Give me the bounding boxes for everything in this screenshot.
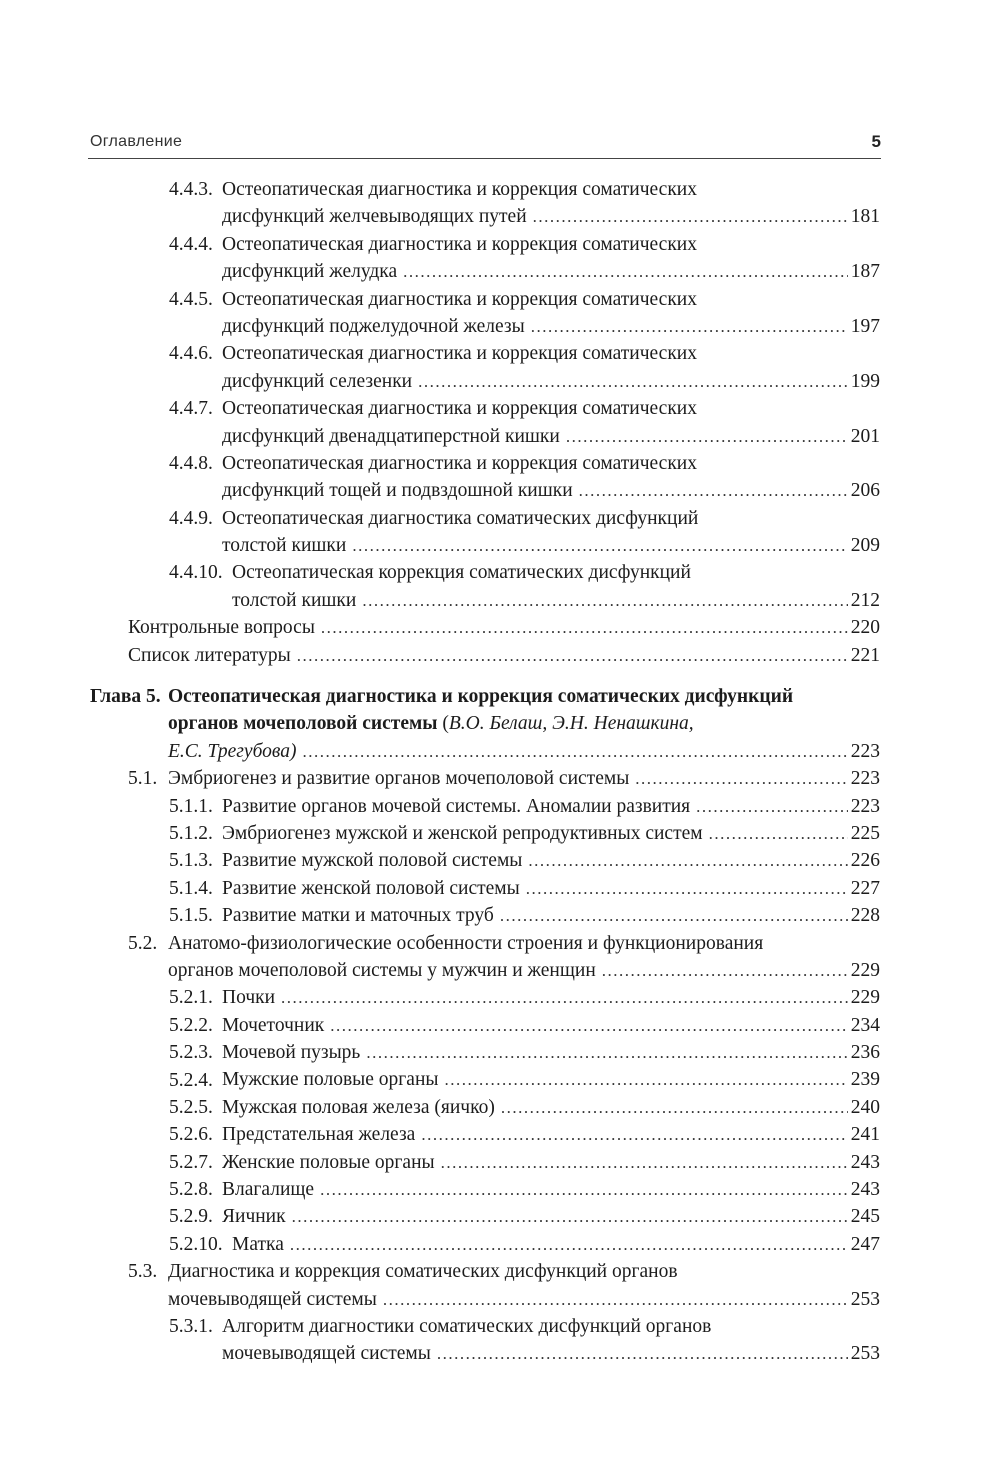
- toc-leader-dots: [352, 532, 847, 559]
- toc-entry-line: [0, 1231, 1000, 1258]
- toc-entry-title: Мужские половые органы: [222, 1069, 439, 1091]
- toc-entry-title: Предстательная железа: [222, 1124, 416, 1146]
- toc-entry-title: Остеопатическая диагностика и коррекция соматических дисфункций: [168, 686, 794, 708]
- toc-entry-line: [0, 1340, 1000, 1367]
- toc-entry-line: [0, 1176, 1000, 1203]
- toc-page-number: 247: [850, 1233, 880, 1255]
- toc-entry-line: [0, 1258, 1000, 1285]
- toc-entry-number: 5.2.4.: [169, 1069, 213, 1091]
- toc-entry-line: [0, 820, 1000, 847]
- toc-entry-line: [0, 984, 1000, 1011]
- toc-entry-line: [0, 477, 1000, 504]
- toc-entry[interactable]: [0, 231, 1000, 286]
- toc-entry-title: Остеопатическая диагностика и коррекция соматических: [222, 452, 697, 474]
- toc-leader-dots: [281, 984, 848, 1011]
- toc-entry-title: Анатомо-физиологические особенности строения и функционирования: [168, 932, 764, 954]
- toc-entry-line: [0, 313, 1000, 340]
- toc-page-number: 223: [850, 768, 880, 790]
- toc-entry-line: [0, 902, 1000, 929]
- toc-entry-title: Эмбриогенез и развитие органов мочеполовой системы: [168, 768, 630, 790]
- toc-entry-title: дисфункций желчевыводящих путей: [222, 206, 527, 228]
- toc-page-number: 221: [850, 644, 880, 666]
- toc-leader-dots: [696, 793, 848, 820]
- toc-entry-line: [0, 176, 1000, 203]
- toc-leader-dots: [526, 875, 848, 902]
- toc-page-number: 240: [850, 1096, 880, 1118]
- page-number: 5: [871, 132, 881, 151]
- toc-entry-number: 4.4.4.: [169, 233, 213, 255]
- toc-entry-line: [0, 1094, 1000, 1121]
- toc-entry-title: Яичник: [222, 1206, 286, 1228]
- toc-entry-title: дисфункций тощей и подвздошной кишки: [222, 480, 573, 502]
- toc-entry-line: [0, 930, 1000, 957]
- toc-entry-authors-wrap: [168, 710, 694, 737]
- toc-entry-line: [0, 793, 1000, 820]
- toc-entry-number: 5.1.2.: [169, 822, 213, 844]
- toc-leader-dots: [441, 1149, 848, 1176]
- toc-leader-dots: [362, 587, 847, 614]
- toc-entry-line: [0, 614, 1000, 641]
- toc-entry-title: толстой кишки: [232, 589, 357, 611]
- toc-entry-line: [0, 1313, 1000, 1340]
- toc-leader-dots: [330, 1012, 848, 1039]
- toc-page-number: 241: [850, 1124, 880, 1146]
- toc-leader-dots: [445, 1066, 848, 1093]
- toc-entry-title: Матка: [232, 1233, 284, 1255]
- toc-leader-dots: [437, 1340, 848, 1367]
- toc-entry-authors: В.О. Белаш, Э.Н. Ненашкина,: [448, 713, 694, 735]
- toc-entry[interactable]: [0, 176, 1000, 231]
- toc-entry-authors-open-paren: (: [442, 713, 449, 735]
- toc-entry-title: дисфункций двенадцатиперстной кишки: [222, 425, 560, 447]
- toc-leader-dots: [297, 642, 848, 669]
- toc-entry-number: 5.1.4.: [169, 877, 213, 899]
- toc-entry[interactable]: [0, 1067, 1000, 1094]
- toc-entry-title: дисфункций желудка: [222, 261, 398, 283]
- toc-entry-number: 5.2.3.: [169, 1042, 213, 1064]
- toc-entry-title: толстой кишки: [222, 535, 347, 557]
- toc-entry[interactable]: [0, 286, 1000, 341]
- toc-entry-title: мочевыводящей системы: [222, 1343, 431, 1365]
- toc-entry-number: 4.4.8.: [169, 452, 213, 474]
- toc-page-number: 234: [850, 1014, 880, 1036]
- toc-leader-dots: [533, 203, 848, 230]
- toc-entry-number: 5.2.5.: [169, 1096, 213, 1118]
- toc-entry-line: [0, 203, 1000, 230]
- toc-entry-number: 5.2.2.: [169, 1014, 213, 1036]
- running-header: [88, 132, 881, 159]
- toc-entry-number: 5.1.5.: [169, 905, 213, 927]
- toc-page-number: 220: [850, 617, 880, 639]
- toc-entry-title: Е.С. Трегубова): [168, 740, 297, 762]
- toc-entry-number: 5.2.8.: [169, 1179, 213, 1201]
- toc-entry[interactable]: [0, 340, 1000, 395]
- toc-page-number: 225: [850, 822, 880, 844]
- toc-entry[interactable]: [0, 1231, 1000, 1258]
- toc-entry[interactable]: [0, 395, 1000, 450]
- toc-entry-line: [0, 1039, 1000, 1066]
- toc-leader-dots: [635, 765, 847, 792]
- toc-leader-dots: [566, 423, 848, 450]
- toc-entry-number: 5.2.10.: [169, 1233, 223, 1255]
- toc-page-number: 212: [850, 589, 880, 611]
- toc-leader-dots: [501, 1094, 848, 1121]
- toc-entry-line: [0, 395, 1000, 422]
- toc-entry-line: [0, 368, 1000, 395]
- toc-entry-title: Развитие женской половой системы: [222, 877, 520, 899]
- toc-entry-number: 5.2.: [128, 932, 158, 954]
- toc-chapter-entry[interactable]: [0, 683, 1000, 765]
- toc-leader-dots: [403, 258, 848, 285]
- toc-leader-dots: [709, 820, 848, 847]
- toc-entry[interactable]: [0, 1313, 1000, 1368]
- toc-leader-dots: [421, 1121, 847, 1148]
- toc-entry-number: 5.3.: [128, 1261, 158, 1283]
- toc-leader-dots: [292, 1203, 848, 1230]
- toc-entry-line: [0, 1121, 1000, 1148]
- toc-entry-title: Мужская половая железа (яичко): [222, 1096, 495, 1118]
- toc-entry-title: дисфункций селезенки: [222, 370, 413, 392]
- toc-entry-line: [0, 1286, 1000, 1313]
- table-of-contents: [0, 176, 1000, 1368]
- toc-leader-dots: [418, 368, 848, 395]
- toc-entry-title: Остеопатическая диагностика и коррекция соматических: [222, 233, 697, 255]
- toc-entry[interactable]: [0, 984, 1000, 1011]
- toc-entry-line: [0, 957, 1000, 984]
- toc-page-number: 226: [850, 850, 880, 872]
- toc-entry[interactable]: [0, 820, 1000, 847]
- toc-page-number: 236: [850, 1042, 880, 1064]
- toc-entry-number: 4.4.9.: [169, 507, 213, 529]
- toc-page-number: 181: [850, 206, 880, 228]
- toc-entry-line: [0, 710, 1000, 737]
- toc-entry-title: Остеопатическая диагностика и коррекция соматических: [222, 343, 697, 365]
- toc-entry-line: [0, 765, 1000, 792]
- toc-leader-dots: [500, 902, 848, 929]
- toc-entry-title: Мочевой пузырь: [222, 1042, 361, 1064]
- toc-entry-title: Контрольные вопросы: [128, 617, 315, 639]
- toc-entry-line: [0, 875, 1000, 902]
- toc-page-number: 253: [850, 1288, 880, 1310]
- toc-entry[interactable]: [0, 847, 1000, 874]
- toc-entry-line: [0, 340, 1000, 367]
- toc-entry-number: 5.3.1.: [169, 1316, 213, 1338]
- toc-entry-number: Глава 5.: [90, 686, 161, 708]
- toc-entry-line: [0, 1149, 1000, 1176]
- toc-entry-line: [0, 423, 1000, 450]
- toc-entry-number: 4.4.6.: [169, 343, 213, 365]
- toc-entry-line: [0, 450, 1000, 477]
- toc-entry-line: [0, 642, 1000, 669]
- toc-page-number: 187: [850, 261, 880, 283]
- toc-entry-line: [0, 847, 1000, 874]
- toc-entry[interactable]: [0, 1121, 1000, 1148]
- toc-entry-line: [0, 532, 1000, 559]
- toc-page-number: 201: [850, 425, 880, 447]
- toc-entry[interactable]: [0, 930, 1000, 985]
- toc-leader-dots: [321, 614, 848, 641]
- toc-entry[interactable]: [0, 614, 1000, 641]
- toc-entry-title: Остеопатическая диагностика и коррекция соматических: [222, 398, 697, 420]
- toc-entry-number: 5.1.1.: [169, 795, 213, 817]
- toc-page-number: 243: [850, 1151, 880, 1173]
- toc-leader-dots: [290, 1231, 848, 1258]
- toc-entry-title: Список литературы: [128, 644, 291, 666]
- toc-leader-dots: [602, 957, 848, 984]
- toc-entry-title: мочевыводящей системы: [168, 1288, 377, 1310]
- toc-entry[interactable]: [0, 505, 1000, 560]
- toc-page-number: 197: [850, 315, 880, 337]
- toc-entry-number: 5.2.1.: [169, 987, 213, 1009]
- toc-entry[interactable]: [0, 875, 1000, 902]
- toc-leader-dots: [302, 738, 847, 765]
- toc-entry[interactable]: [0, 1094, 1000, 1121]
- toc-entry[interactable]: [0, 1258, 1000, 1313]
- toc-entry[interactable]: [0, 450, 1000, 505]
- toc-leader-dots: [528, 847, 847, 874]
- toc-leader-dots: [531, 313, 848, 340]
- toc-page-number: 206: [850, 480, 880, 502]
- toc-leader-dots: [366, 1039, 847, 1066]
- toc-entry-line: [0, 286, 1000, 313]
- toc-leader-dots: [383, 1286, 848, 1313]
- toc-entry-title: Развитие мужской половой системы: [222, 850, 523, 872]
- toc-page-number: 209: [850, 535, 880, 557]
- toc-page-number: 229: [850, 987, 880, 1009]
- toc-entry[interactable]: [0, 765, 1000, 792]
- toc-entry-title-part: органов мочеполовой системы: [168, 713, 438, 735]
- toc-entry-line: [0, 559, 1000, 586]
- toc-page-number: 227: [850, 877, 880, 899]
- toc-entry-number: 4.4.3.: [169, 179, 213, 200]
- toc-entry-line: [0, 505, 1000, 532]
- toc-entry-title: Мочеточник: [222, 1014, 325, 1036]
- toc-entry-title: Развитие матки и маточных труб: [222, 905, 494, 927]
- toc-entry[interactable]: [0, 902, 1000, 929]
- toc-entry-title: Развитие органов мочевой системы. Аномалии развития: [222, 795, 691, 817]
- toc-entry-title: Остеопатическая диагностика соматических дисфункций: [222, 507, 699, 529]
- toc-entry-title: Влагалище: [222, 1179, 315, 1201]
- toc-entry-line: [0, 1067, 1000, 1094]
- toc-entry-title: органов мочеполовой системы у мужчин и женщин: [168, 959, 596, 981]
- toc-page-number: 253: [850, 1343, 880, 1365]
- toc-page-number: 223: [850, 740, 880, 762]
- toc-entry-title: Эмбриогенез мужской и женской репродуктивных систем: [222, 822, 703, 844]
- running-header-title: Оглавление: [90, 133, 183, 150]
- toc-page-number: 223: [850, 795, 880, 817]
- toc-entry-number: 5.2.7.: [169, 1151, 213, 1173]
- toc-entry-line: [0, 683, 1000, 710]
- toc-page-number: 239: [850, 1069, 880, 1091]
- toc-entry[interactable]: [0, 1039, 1000, 1066]
- toc-entry[interactable]: [0, 642, 1000, 669]
- toc-entry[interactable]: [0, 1149, 1000, 1176]
- toc-leader-dots: [320, 1176, 848, 1203]
- toc-page-number: 228: [850, 905, 880, 927]
- toc-entry[interactable]: [0, 1203, 1000, 1230]
- toc-entry-title: Диагностика и коррекция соматических дисфункций органов: [168, 1261, 678, 1283]
- toc-entry-line: [0, 587, 1000, 614]
- toc-entry-title: Остеопатическая коррекция соматических дисфункций: [232, 562, 691, 584]
- toc-entry-title: дисфункций поджелудочной железы: [222, 315, 525, 337]
- toc-entry-line: [0, 1012, 1000, 1039]
- toc-entry[interactable]: [0, 793, 1000, 820]
- toc-entry-title: Женские половые органы: [222, 1151, 435, 1173]
- toc-page-number: 245: [850, 1206, 880, 1228]
- toc-entry-title: Алгоритм диагностики соматических дисфункций органов: [222, 1316, 712, 1338]
- toc-entry-title: Почки: [222, 987, 276, 1009]
- toc-entry-line: [0, 1203, 1000, 1230]
- toc-entry-number: 4.4.5.: [169, 288, 213, 310]
- toc-entry-number: 4.4.7.: [169, 398, 213, 420]
- toc-entry-line: [0, 258, 1000, 285]
- toc-page-number: 199: [850, 370, 880, 392]
- toc-entry[interactable]: [0, 1176, 1000, 1203]
- toc-entry-number: 4.4.10.: [169, 562, 223, 584]
- toc-page-number: 243: [850, 1179, 880, 1201]
- toc-entry[interactable]: [0, 559, 1000, 614]
- toc-entry-number: 5.2.9.: [169, 1206, 213, 1228]
- toc-entry-number: 5.1.: [128, 768, 158, 790]
- toc-entry-line: [0, 738, 1000, 765]
- toc-entry[interactable]: [0, 1012, 1000, 1039]
- toc-entry-title: Остеопатическая диагностика и коррекция соматических: [222, 288, 697, 310]
- toc-leader-dots: [579, 477, 848, 504]
- toc-entry-line: [0, 231, 1000, 258]
- toc-entry-number: 5.2.6.: [169, 1124, 213, 1146]
- toc-entry-title: Остеопатическая диагностика и коррекция соматических: [222, 179, 697, 200]
- toc-page-number: 229: [850, 959, 880, 981]
- toc-entry-number: 5.1.3.: [169, 850, 213, 872]
